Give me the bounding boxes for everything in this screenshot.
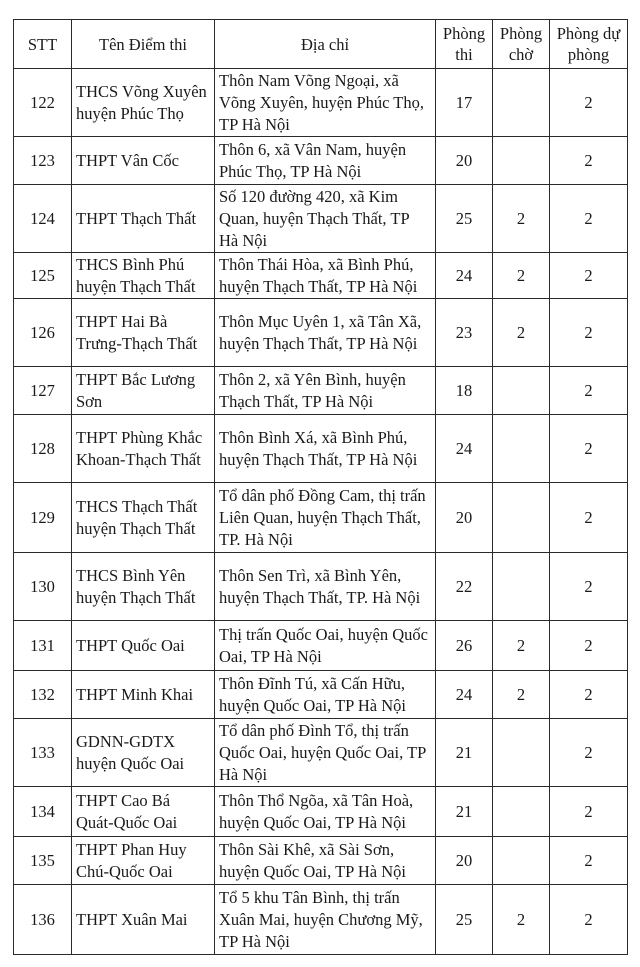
cell-exam-rooms: 18 [436,367,493,415]
cell-exam-rooms: 26 [436,621,493,671]
table-row [14,483,628,553]
cell-exam-rooms: 25 [436,185,493,253]
cell-exam-rooms: 24 [436,253,493,299]
cell-waiting-rooms: 2 [493,621,550,671]
cell-waiting-rooms [493,367,550,415]
cell-reserve-rooms: 2 [550,415,628,483]
cell-reserve-rooms: 2 [550,299,628,367]
table-row [14,885,628,955]
cell-exam-rooms: 21 [436,787,493,837]
cell-reserve-rooms: 2 [550,787,628,837]
cell-address: Thị trấn Quốc Oai, huyện Quốc Oai, TP Hà Nội [215,621,436,671]
cell-name: THPT Minh Khai [72,671,215,719]
cell-stt: 131 [14,621,72,671]
cell-stt: 124 [14,185,72,253]
cell-reserve-rooms: 2 [550,137,628,185]
cell-reserve-rooms: 2 [550,837,628,885]
table-row [14,671,628,719]
table-row [14,137,628,185]
cell-address: Thôn Mục Uyên 1, xã Tân Xã, huyện Thạch Thất, TP Hà Nội [215,299,436,367]
cell-waiting-rooms: 2 [493,885,550,955]
cell-stt: 130 [14,553,72,621]
cell-waiting-rooms [493,415,550,483]
cell-stt: 134 [14,787,72,837]
cell-stt: 135 [14,837,72,885]
cell-name: THCS Thạch Thất huyện Thạch Thất [72,483,215,553]
cell-exam-rooms: 23 [436,299,493,367]
cell-stt: 125 [14,253,72,299]
cell-address: Thôn Bình Xá, xã Bình Phú, huyện Thạch Thất, TP Hà Nội [215,415,436,483]
cell-exam-rooms: 21 [436,719,493,787]
cell-stt: 136 [14,885,72,955]
cell-stt: 132 [14,671,72,719]
cell-reserve-rooms: 2 [550,553,628,621]
cell-name: GDNN-GDTX huyện Quốc Oai [72,719,215,787]
cell-address: Thôn Đĩnh Tú, xã Cấn Hữu, huyện Quốc Oai, TP Hà Nội [215,671,436,719]
header-reserve-rooms: Phòng dự phòng [550,20,628,69]
cell-name: THCS Bình Phú huyện Thạch Thất [72,253,215,299]
table-row [14,69,628,137]
cell-address: Tổ dân phố Đình Tổ, thị trấn Quốc Oai, huyện Quốc Oai, TP Hà Nội [215,719,436,787]
cell-address: Tổ dân phố Đồng Cam, thị trấn Liên Quan, huyện Thạch Thất, TP. Hà Nội [215,483,436,553]
cell-reserve-rooms: 2 [550,367,628,415]
table-row [14,787,628,837]
cell-exam-rooms: 17 [436,69,493,137]
cell-address: Thôn Sài Khê, xã Sài Sơn, huyện Quốc Oai, TP Hà Nội [215,837,436,885]
cell-name: THPT Phan Huy Chú-Quốc Oai [72,837,215,885]
cell-waiting-rooms [493,787,550,837]
exam-sites-table [13,19,628,955]
cell-stt: 127 [14,367,72,415]
table-row [14,553,628,621]
cell-stt: 133 [14,719,72,787]
cell-name: THPT Phùng Khắc Khoan-Thạch Thất [72,415,215,483]
header-exam-rooms: Phòng thi [436,20,493,69]
cell-stt: 126 [14,299,72,367]
header-waiting-rooms: Phòng chờ [493,20,550,69]
cell-reserve-rooms: 2 [550,885,628,955]
cell-address: Thôn 2, xã Yên Bình, huyện Thạch Thất, TP Hà Nội [215,367,436,415]
cell-reserve-rooms: 2 [550,719,628,787]
cell-address: Thôn Thổ Ngõa, xã Tân Hoà, huyện Quốc Oai, TP Hà Nội [215,787,436,837]
table-row [14,367,628,415]
cell-name: THPT Vân Cốc [72,137,215,185]
cell-waiting-rooms [493,69,550,137]
table-row [14,253,628,299]
cell-waiting-rooms: 2 [493,299,550,367]
header-name: Tên Điểm thi [72,20,215,69]
cell-name: THPT Xuân Mai [72,885,215,955]
cell-stt: 128 [14,415,72,483]
cell-name: THPT Hai Bà Trưng-Thạch Thất [72,299,215,367]
cell-waiting-rooms: 2 [493,253,550,299]
cell-reserve-rooms: 2 [550,185,628,253]
cell-name: THCS Bình Yên huyện Thạch Thất [72,553,215,621]
cell-reserve-rooms: 2 [550,483,628,553]
cell-address: Thôn 6, xã Vân Nam, huyện Phúc Thọ, TP Hà Nội [215,137,436,185]
cell-waiting-rooms: 2 [493,671,550,719]
table-row [14,837,628,885]
cell-waiting-rooms [493,719,550,787]
cell-address: Số 120 đường 420, xã Kim Quan, huyện Thạch Thất, TP Hà Nội [215,185,436,253]
cell-reserve-rooms: 2 [550,69,628,137]
cell-waiting-rooms [493,137,550,185]
cell-exam-rooms: 20 [436,137,493,185]
cell-exam-rooms: 22 [436,553,493,621]
cell-address: Thôn Sen Trì, xã Bình Yên, huyện Thạch Thất, TP. Hà Nội [215,553,436,621]
table-row [14,415,628,483]
cell-waiting-rooms: 2 [493,185,550,253]
table-header-row [14,20,628,69]
cell-exam-rooms: 24 [436,671,493,719]
cell-exam-rooms: 25 [436,885,493,955]
cell-waiting-rooms [493,553,550,621]
cell-exam-rooms: 24 [436,415,493,483]
table-row [14,185,628,253]
cell-exam-rooms: 20 [436,483,493,553]
header-stt: STT [14,20,72,69]
cell-name: THPT Bắc Lương Sơn [72,367,215,415]
table-row [14,299,628,367]
cell-address: Tổ 5 khu Tân Bình, thị trấn Xuân Mai, huyện Chương Mỹ, TP Hà Nội [215,885,436,955]
cell-address: Thôn Thái Hòa, xã Bình Phú, huyện Thạch Thất, TP Hà Nội [215,253,436,299]
cell-name: THPT Cao Bá Quát-Quốc Oai [72,787,215,837]
cell-address: Thôn Nam Võng Ngoại, xã Võng Xuyên, huyện Phúc Thọ, TP Hà Nội [215,69,436,137]
table-row [14,621,628,671]
cell-exam-rooms: 20 [436,837,493,885]
cell-reserve-rooms: 2 [550,253,628,299]
cell-waiting-rooms [493,483,550,553]
cell-reserve-rooms: 2 [550,671,628,719]
header-address: Địa chỉ [215,20,436,69]
table-row [14,719,628,787]
cell-stt: 123 [14,137,72,185]
cell-name: THPT Thạch Thất [72,185,215,253]
cell-stt: 129 [14,483,72,553]
cell-stt: 122 [14,69,72,137]
cell-waiting-rooms [493,837,550,885]
cell-reserve-rooms: 2 [550,621,628,671]
cell-name: THCS Võng Xuyên huyện Phúc Thọ [72,69,215,137]
cell-name: THPT Quốc Oai [72,621,215,671]
